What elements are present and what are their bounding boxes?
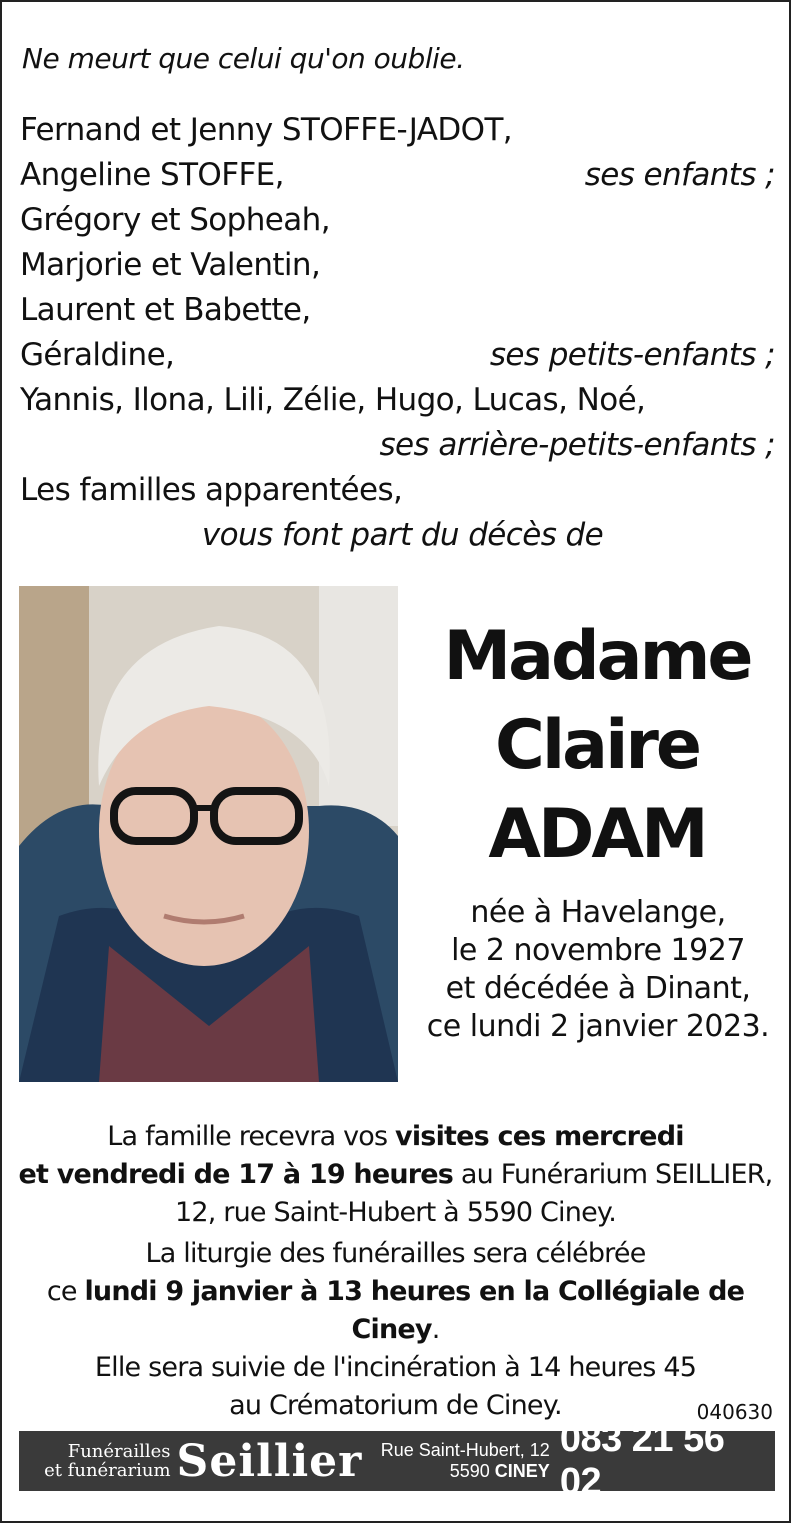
banner-postal: 5590 (449, 1461, 495, 1481)
epigraph: Ne meurt que celui qu'on oublie. (22, 42, 465, 75)
visits-text: La famille recevra vos (107, 1121, 396, 1152)
family-name: Angeline STOFFE, (20, 157, 284, 193)
visits-paragraph (0, 1118, 791, 1232)
birth-death-info (410, 894, 786, 1046)
deceased-last-name: ADAM (488, 795, 706, 874)
banner-subtitle-line: Funérailles (67, 1441, 171, 1462)
family-name: Marjorie et Valentin, (20, 247, 321, 283)
banner-phone: 083 21 56 02 (559, 1418, 725, 1503)
liturgy-paragraph (0, 1235, 791, 1425)
banner-street: Rue Saint-Hubert, 12 (380, 1440, 550, 1460)
visits-address: 12, rue Saint-Hubert à 5590 Ciney. (174, 1197, 616, 1228)
family-name: Les familles apparentées, (20, 472, 403, 508)
family-list (20, 108, 775, 558)
relation-label: ses petits-enfants ; (489, 337, 775, 373)
relation-label: ses enfants ; (584, 157, 775, 193)
family-line (20, 153, 775, 198)
banner-city-line (380, 1461, 549, 1482)
relation-label: ses arrière-petits-enfants ; (379, 427, 775, 463)
banner-city: CINEY (494, 1461, 550, 1481)
visits-bold: visites ces mercredi (395, 1121, 684, 1152)
family-line (20, 243, 775, 288)
visits-text: au Funérarium SEILLIER, (453, 1159, 773, 1190)
family-line (20, 108, 775, 153)
family-name: Géraldine, (20, 337, 175, 373)
announcement-text: vous font part du décès de (201, 517, 604, 553)
death-place: et décédée à Dinant, (445, 971, 751, 1006)
family-name: Fernand et Jenny STOFFE-JADOT, (20, 112, 513, 148)
family-line (20, 378, 775, 423)
visits-line (0, 1156, 791, 1194)
family-line (20, 333, 775, 378)
deceased-first-name: Claire (494, 706, 700, 785)
birth-place: née à Havelange, (470, 895, 726, 930)
banner-subtitle-line: et funérarium (44, 1460, 171, 1481)
visits-bold: et vendredi de 17 à 19 heures (18, 1159, 454, 1190)
family-line (20, 198, 775, 243)
family-line (20, 423, 775, 468)
liturgy-text: au Crématorium de Ciney. (229, 1390, 562, 1421)
visits-line (0, 1194, 791, 1232)
deceased-name (412, 612, 782, 879)
liturgy-text: La liturgie des funérailles sera célébrée (145, 1238, 646, 1269)
liturgy-text: . (431, 1314, 440, 1345)
family-name: Laurent et Babette, (20, 292, 311, 328)
banner-subtitle (19, 1442, 171, 1480)
reference-number: 040630 (696, 1400, 773, 1424)
banner-address (380, 1440, 549, 1482)
death-date: ce lundi 2 janvier 2023. (426, 1009, 770, 1044)
family-line (20, 288, 775, 333)
family-line (20, 513, 775, 558)
portrait-photo (19, 586, 398, 1082)
funeral-home-banner (19, 1418, 775, 1503)
birth-date: le 2 novembre 1927 (451, 933, 745, 968)
visits-line (0, 1118, 791, 1156)
family-line (20, 468, 775, 513)
liturgy-text: ce (46, 1276, 85, 1307)
liturgy-line (0, 1273, 791, 1349)
brand-logo: Seillier (176, 1435, 363, 1487)
deceased-title: Madame (443, 617, 751, 696)
family-name: Yannis, Ilona, Lili, Zélie, Hugo, Lucas, Noé, (20, 382, 646, 418)
family-name: Grégory et Sopheah, (20, 202, 330, 238)
liturgy-bold: lundi 9 janvier à 13 heures en la Collégiale de Ciney (84, 1276, 745, 1345)
liturgy-text: Elle sera suivie de l'incinération à 14 heures 45 (94, 1352, 697, 1383)
